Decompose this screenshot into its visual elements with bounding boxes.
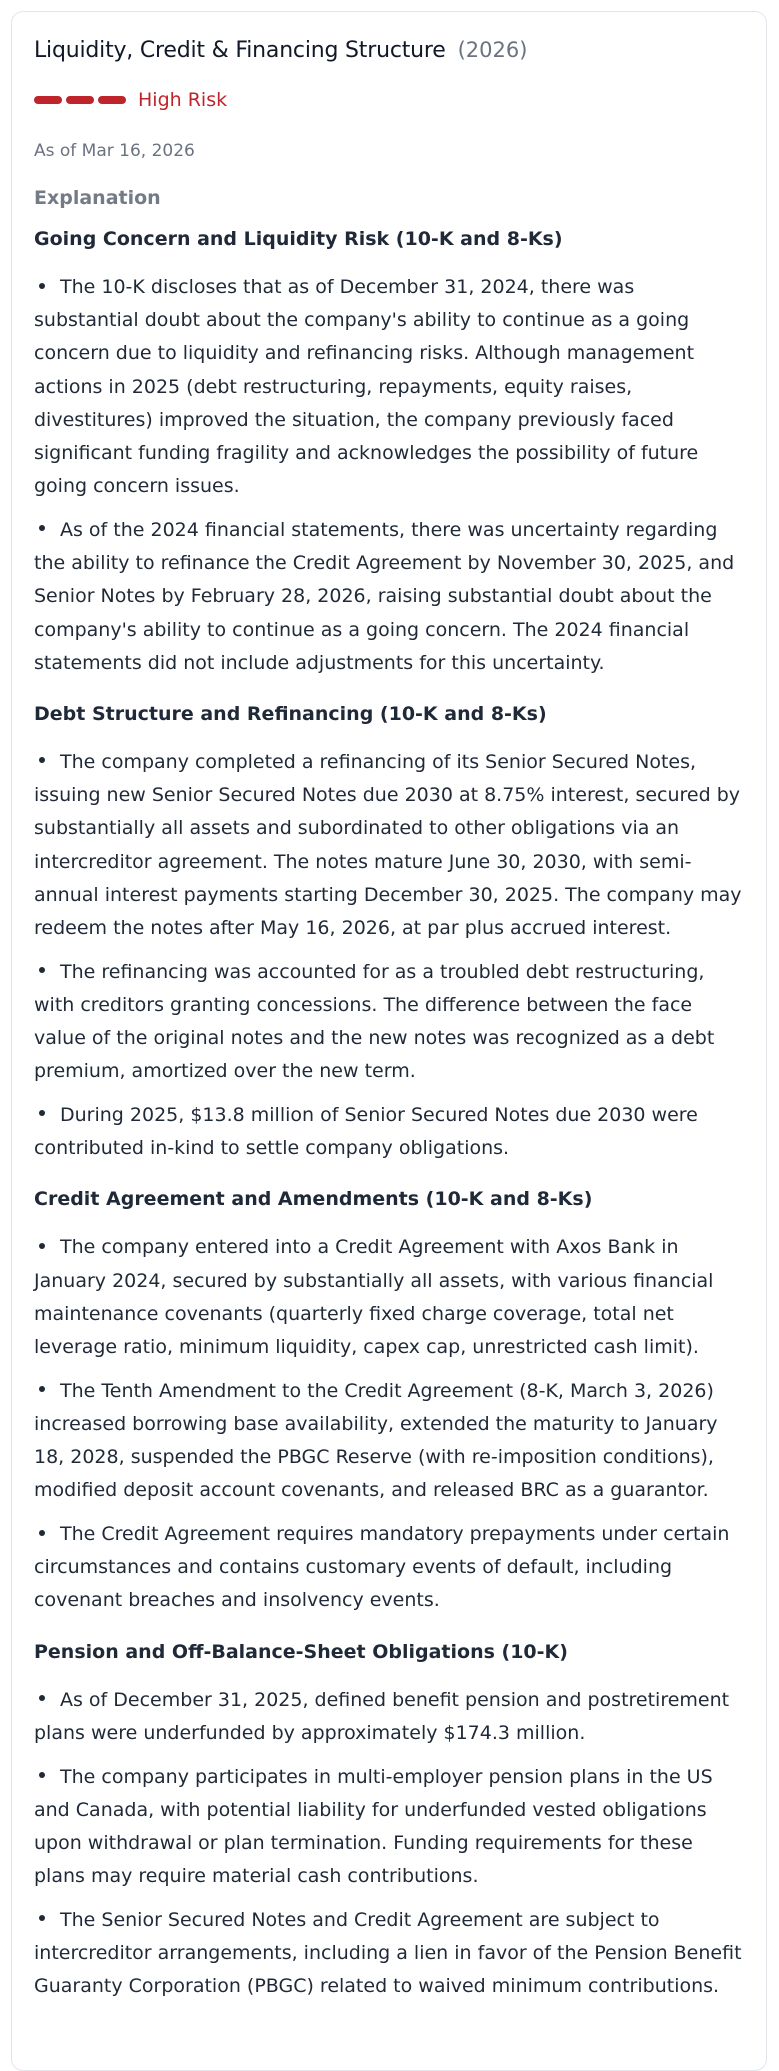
- explanation-section: [34, 700, 744, 1165]
- bullet-list: [34, 746, 744, 1165]
- bullet-icon: [39, 1386, 45, 1392]
- list-item: [34, 956, 744, 1089]
- explanation-section: [34, 1185, 744, 1617]
- explanation-section: [34, 225, 744, 680]
- list-item: [34, 1904, 744, 2004]
- as-of-date: As of Mar 16, 2026: [34, 141, 195, 161]
- risk-bar: [66, 96, 94, 104]
- bullet-icon: [39, 1110, 45, 1116]
- bullet-icon: [39, 525, 45, 531]
- list-item: [34, 1231, 744, 1364]
- card-year: (2026): [457, 38, 528, 62]
- list-item-text: During 2025, $13.8 million of Senior Secured Notes due 2030 were contributed in-kind to settle company obligations.: [34, 1103, 698, 1160]
- section-heading: Pension and Off-Balance-Sheet Obligations (10-K): [34, 1640, 568, 1663]
- bullet-icon: [39, 1695, 45, 1701]
- bullet-icon: [39, 1530, 45, 1536]
- list-item: [34, 271, 744, 503]
- list-item-text: As of December 31, 2025, defined benefit pension and postretirement plans were underfunded by approximately $174.3 million.: [34, 1688, 730, 1744]
- list-item-text: The company participates in multi-employer pension plans in the US and Canada, with potential liability for underfunded vested obligations upon withdrawal or plan termination. Funding requirements for these plans may require material cash contributions.: [34, 1765, 713, 1888]
- card-title: Liquidity, Credit & Financing Structure: [34, 38, 446, 63]
- list-item: [34, 1099, 744, 1165]
- list-item: [34, 1518, 744, 1618]
- bullet-list: [34, 271, 744, 680]
- explanation-label: Explanation: [34, 187, 161, 209]
- risk-indicator: [34, 87, 744, 113]
- list-item-text: The company completed a refinancing of its Senior Secured Notes, issuing new Senior Secured Notes due 2030 at 8.75% interest, secured by substantially all assets and subordinated to other obligations via an intercreditor agreement. The notes mature June 30, 2030, with semi-annual interest payments starting December 30, 2025. The company may redeem the notes after May 16, 2026, at par plus accrued interest.: [34, 750, 742, 939]
- list-item-text: The Credit Agreement requires mandatory prepayments under certain circumstances and contains customary events of default, including covenant breaches and insolvency events.: [34, 1523, 730, 1612]
- bullet-icon: [39, 967, 45, 973]
- list-item-text: The company entered into a Credit Agreement with Axos Bank in January 2024, secured by substantially all assets, with various financial maintenance covenants (quarterly fixed charge coverage, total net leverage ratio, minimum liquidity, capex cap, unrestricted cash limit).: [34, 1236, 714, 1358]
- list-item-text: The Tenth Amendment to the Credit Agreement (8-K, March 3, 2026) increased borrowing base availability, extended the maturity to January 18, 2028, suspended the PBGC Reserve (with re-imposition conditions), modified deposit account covenants, and released BRC as a guarantor.: [34, 1379, 718, 1502]
- risk-bar: [34, 96, 62, 104]
- list-item-text: The 10-K discloses that as of December 31, 2024, there was substantial doubt about the company's ability to continue as a going concern due to liquidity and refinancing risks. Although management actions in 2025 (debt restructuring, repayments, equity raises, divestitures) improved the situation, the company previously faced significant funding fragility and acknowledges the possibility of future going concern issues.: [34, 276, 699, 498]
- list-item: [34, 1375, 744, 1508]
- list-item: [34, 1684, 744, 1750]
- card-header: [34, 38, 744, 63]
- bullet-icon: [39, 1915, 45, 1921]
- section-heading: Going Concern and Liquidity Risk (10-K and 8-Ks): [34, 228, 563, 250]
- list-item: [34, 746, 744, 945]
- risk-label: High Risk: [138, 89, 228, 111]
- explanation-body: [34, 225, 744, 2003]
- risk-bar: [98, 96, 126, 104]
- list-item-text: The Senior Secured Notes and Credit Agreement are subject to intercreditor arrangements, including a lien in favor of the Pension Benefit Guaranty Corporation (PBGC) related to waived minimum contributions.: [34, 1908, 742, 1998]
- section-heading: Credit Agreement and Amendments (10-K and 8-Ks): [34, 1188, 593, 1211]
- bullet-list: [34, 1231, 744, 1617]
- risk-card: [11, 11, 767, 2071]
- risk-level-bars: [34, 96, 126, 104]
- section-heading: Debt Structure and Refinancing (10-K and 8-Ks): [34, 702, 547, 725]
- bullet-icon: [39, 1243, 45, 1249]
- bullet-icon: [39, 1772, 45, 1778]
- list-item: [34, 1761, 744, 1894]
- list-item-text: The refinancing was accounted for as a troubled debt restructuring, with creditors granting concessions. The difference between the face value of the original notes and the new notes was recognized as a debt premium, amortized over the new term.: [34, 960, 715, 1083]
- explanation-section: [34, 1638, 744, 2004]
- bullet-icon: [39, 283, 45, 289]
- list-item: [34, 514, 744, 680]
- list-item-text: As of the 2024 financial statements, there was uncertainty regarding the ability to refinance the Credit Agreement by November 30, 2025, and Senior Notes by February 28, 2026, raising substantial doubt about the company's ability to continue as a going concern. The 2024 financial statements did not include adjustments for this uncertainty.: [34, 518, 735, 674]
- bullet-list: [34, 1684, 744, 2004]
- bullet-icon: [39, 757, 45, 763]
